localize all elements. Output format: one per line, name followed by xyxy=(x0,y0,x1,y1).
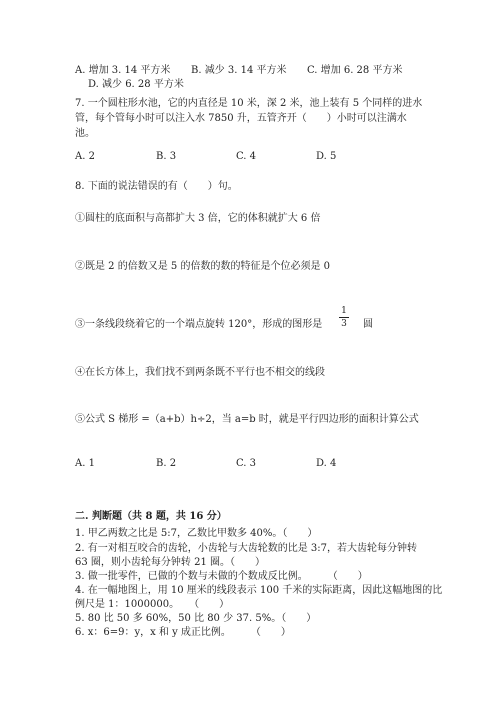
statement-3-suffix: 圆 xyxy=(363,319,373,330)
question-7-line-1: 7. 一个圆柱形水池，它的内直径是 10 米，深 2 米，池上装有 5 个同样的进水 xyxy=(75,98,423,109)
judge-line-4: 3. 做一批零件，已做的个数与未做的个数成反比例。 （ ） xyxy=(75,571,368,582)
statement-5: ⑤公式 S 梯形 =（a+b）h÷2，当 a=b 时，就是平行四边形的面积计算公式 xyxy=(75,414,419,425)
judge-line-8: 6. x：6=9：y，x 和 y 成正比例。 （ ） xyxy=(75,627,291,638)
statement-2: ②既是 2 的倍数又是 5 的倍数的数的特征是个位必须是 0 xyxy=(75,261,330,272)
judge-line-3: 63 圈，则小齿轮每分钟转 21 圈。（ ） xyxy=(75,557,265,568)
question-7-line-3: 池。 xyxy=(75,128,95,139)
q7-option-b: B. 3 xyxy=(156,151,177,162)
statement-1: ①圆柱的底面积与高都扩大 3 倍，它的体积就扩大 6 倍 xyxy=(75,213,321,224)
option-a: A. 增加 3. 14 平方米 xyxy=(75,65,171,76)
judge-line-7: 5. 80 比 50 多 60%，50 比 80 少 37. 5%。（ ） xyxy=(75,613,317,624)
statement-3: ③一条线段绕着它的一个端点旋转 120°，形成的图形是 xyxy=(75,319,323,330)
judge-line-6: 例尺是 1：1000000。 （ ） xyxy=(75,599,230,610)
q7-option-a: A. 2 xyxy=(75,151,95,162)
option-d: D. 减少 6. 28 平方米 xyxy=(88,79,184,90)
fraction-one-third xyxy=(339,306,349,329)
option-c: C. 增加 6. 28 平方米 xyxy=(307,65,403,76)
q8-option-a: A. 1 xyxy=(75,458,95,469)
q8-option-b: B. 2 xyxy=(156,458,177,469)
section-heading: 二. 判断题（共 8 题，共 16 分） xyxy=(75,511,227,522)
question-7-line-2: 管，每个管每小时可以注入水 7850 升，五管齐开（ ）小时可以注满水 xyxy=(75,113,407,124)
q7-option-d: D. 5 xyxy=(316,151,337,162)
q8-option-c: C. 3 xyxy=(236,458,257,469)
question-8-title: 8. 下面的说法错误的有（ ）句。 xyxy=(75,181,238,192)
fraction-numerator: 1 xyxy=(341,306,347,316)
statement-4: ④在长方体上，我们找不到两条既不平行也不相交的线段 xyxy=(75,367,325,378)
q7-option-c: C. 4 xyxy=(236,151,257,162)
judge-line-5: 4. 在一幅地图上，用 10 厘米的线段表示 100 千米的实际距离，因此这幅地图的比 xyxy=(75,585,443,596)
option-b: B. 减少 3. 14 平方米 xyxy=(191,65,287,76)
judge-line-2: 2. 有一对相互咬合的齿轮，小齿轮与大齿轮数的比是 3:7，若大齿轮每分钟转 xyxy=(75,543,417,554)
judge-line-1: 1. 甲乙两数之比是 5:7，乙数比甲数多 40%。（ ） xyxy=(75,528,318,539)
fraction-denominator: 3 xyxy=(341,319,347,329)
q8-option-d: D. 4 xyxy=(316,458,337,469)
